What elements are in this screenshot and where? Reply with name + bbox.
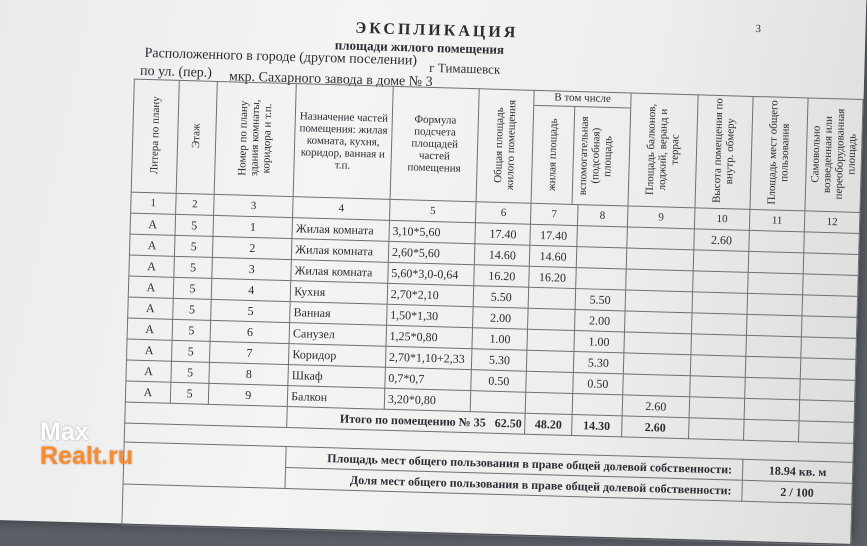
document-subtitle: площади жилого помещения (334, 37, 505, 57)
cell-height: 2.60 (694, 229, 750, 252)
totals-aux: 14.30 (571, 414, 622, 436)
header-auxiliary: вспомогательная (подсобная) площадь (577, 116, 615, 196)
col-num: 10 (694, 208, 750, 231)
watermark-part1: Max (40, 418, 89, 446)
totals-balcony: 2.60 (621, 416, 689, 439)
cell-empty (748, 272, 804, 295)
cell-floor: 5 (171, 340, 210, 362)
cell-balcony (623, 374, 691, 397)
explication-table (121, 79, 863, 546)
cell-balcony (626, 248, 694, 271)
cell-name: Балкон (287, 386, 384, 410)
cell-no: 9 (208, 383, 288, 406)
cell-height (691, 313, 747, 336)
cell-balcony (624, 332, 692, 355)
col-num: 5 (389, 199, 476, 222)
table-header-row (131, 79, 863, 212)
cell-floor: 5 (175, 214, 214, 236)
header-self-built: Самовольно возведенная или переоборудованная площадь (809, 108, 859, 200)
cell-formula: 2,70*1,10+2,33 (385, 346, 472, 369)
cell-litera: А (129, 255, 174, 277)
col-num: 9 (627, 206, 695, 229)
cell-name: Ванная (290, 302, 387, 326)
cell-name: Жилая комната (292, 239, 389, 263)
street-label: по ул. (пер.) (139, 63, 213, 81)
cell-empty (802, 295, 858, 318)
cell-formula: 2,60*5,60 (388, 241, 475, 264)
col-num: 8 (577, 205, 628, 227)
cell-height (692, 292, 748, 315)
cell-aux: 2.00 (574, 310, 625, 332)
cell-empty (746, 335, 802, 358)
cell-formula: 5,60*3,0-0,64 (388, 262, 475, 285)
cell-no: 4 (211, 278, 291, 301)
cell-no: 1 (213, 215, 293, 238)
col-num: 3 (214, 194, 294, 217)
cell-living (527, 329, 574, 351)
page-number: 3 (755, 22, 762, 36)
cell-formula: 1,50*1,30 (386, 304, 473, 327)
cell-height (693, 271, 749, 294)
cell-floor: 5 (174, 235, 213, 257)
col-num: 7 (531, 203, 578, 225)
cell-balcony (625, 290, 693, 313)
cell-aux (577, 226, 628, 248)
cell-total (471, 391, 527, 414)
cell-empty (800, 379, 856, 402)
header-common: Площадь мест общего пользования (765, 99, 792, 205)
cell-balcony (626, 269, 694, 292)
common-area-label: Площадь мест общего пользования в праве общей долевой собственности: (286, 447, 743, 481)
cell-litera: А (125, 381, 170, 403)
cell-total: 5.30 (472, 349, 528, 372)
cell-living (528, 287, 575, 309)
cell-floor: 5 (173, 277, 212, 299)
col-num: 11 (749, 209, 805, 232)
cell-height (690, 355, 746, 378)
cell-name: Кухня (290, 281, 387, 305)
cell-empty (801, 316, 857, 339)
cell-empty (748, 251, 804, 274)
cell-living (525, 392, 572, 414)
cell-balcony (623, 353, 691, 376)
common-share-value: 2 / 100 (742, 480, 853, 504)
cell-formula: 2,70*2,10 (387, 283, 474, 306)
col-num: 6 (476, 202, 532, 225)
cell-formula: 3,20*0,80 (384, 388, 471, 411)
cell-empty (749, 230, 805, 253)
location-label: Расположенного в городе (другом поселении) (144, 45, 418, 69)
table-body (125, 213, 859, 422)
cell-height (689, 397, 745, 420)
cell-litera: А (129, 234, 174, 256)
cell-height (691, 334, 747, 357)
document-title: ЭКСПЛИКАЦИЯ (355, 19, 519, 42)
watermark-part2: Realt.ru (40, 442, 134, 470)
col-num: 12 (804, 211, 860, 234)
col-num: 2 (175, 193, 214, 215)
cell-name: Жилая комната (292, 218, 389, 242)
cell-living: 14.60 (530, 245, 577, 267)
cell-living (527, 350, 574, 372)
cell-empty (803, 253, 859, 276)
cell-name: Шкаф (288, 365, 385, 389)
header-formula: Формула подсчета площадей частей помещения (390, 86, 480, 201)
cell-empty (745, 377, 801, 400)
cell-total: 5.50 (473, 286, 529, 309)
cell-no: 7 (210, 341, 290, 364)
cell-formula: 0,7*0,7 (385, 367, 472, 390)
cell-aux: 1.00 (574, 331, 625, 353)
cell-empty (747, 293, 803, 316)
cell-living (526, 371, 573, 393)
header-room-number: Номер по плану здания комнаты, коридора и т.п. (236, 99, 275, 177)
col-num: 1 (131, 192, 176, 214)
cell-aux: 0.50 (572, 373, 623, 395)
cell-living: 17.40 (530, 224, 577, 246)
cell-litera: А (130, 213, 175, 235)
street-value: мкр. Сахарного завода в доме № 3 (228, 69, 433, 90)
cell-empty (801, 337, 857, 360)
cell-total: 17.40 (475, 223, 531, 246)
cell-balcony (624, 311, 692, 334)
cell-aux: 5.50 (575, 289, 626, 311)
header-height: Высота помещения по внутр. обмеру (710, 97, 737, 204)
header-floor: Этаж (190, 123, 204, 149)
cell-floor: 5 (171, 361, 210, 383)
cell-empty (745, 356, 801, 379)
cell-aux (575, 268, 626, 290)
cell-total: 0.50 (471, 370, 527, 393)
cell-balcony (627, 227, 695, 250)
cell-name: Жилая комната (291, 260, 388, 284)
cell-living (528, 308, 575, 330)
cell-no: 2 (213, 236, 293, 259)
cell-name: Коридор (289, 344, 386, 368)
cell-no: 6 (210, 320, 290, 343)
cell-floor: 5 (174, 256, 213, 278)
cell-floor: 5 (170, 382, 209, 404)
cell-litera: А (128, 276, 173, 298)
cell-empty (804, 232, 860, 255)
header-living: жилая площадь (546, 118, 561, 192)
cell-total: 1.00 (472, 328, 528, 351)
header-in-that: В том числе (535, 91, 631, 109)
cell-height (693, 250, 749, 273)
cell-empty (799, 400, 855, 423)
cell-empty (803, 274, 859, 297)
cell-empty (746, 314, 802, 337)
cell-empty (800, 358, 856, 381)
cell-balcony: 2.60 (622, 395, 690, 418)
cell-litera: А (127, 318, 172, 340)
cell-name: Санузел (289, 323, 386, 347)
col-num: 4 (293, 197, 390, 221)
cell-height (690, 376, 746, 399)
totals-living: 48.20 (525, 413, 572, 435)
cell-total: 2.00 (473, 307, 529, 330)
header-purpose: Назначение частей помещения: жилая комната, кухня, коридор, ванная и т.п. (293, 84, 393, 200)
header-total: Общая площадь жилого помещения (492, 99, 519, 190)
cell-floor: 5 (172, 298, 211, 320)
cell-aux: 5.30 (573, 352, 624, 374)
cell-total: 16.20 (474, 265, 530, 288)
cell-formula: 3,10*5,60 (389, 220, 476, 243)
cell-litera: А (128, 297, 173, 319)
watermark-logo (40, 420, 133, 468)
cell-no: 8 (209, 362, 289, 385)
cell-litera: А (126, 339, 171, 361)
cell-living: 16.20 (529, 266, 576, 288)
cell-litera: А (126, 360, 171, 382)
cell-aux (572, 393, 623, 415)
cell-no: 5 (211, 299, 291, 322)
cell-aux (576, 247, 627, 269)
header-balcony: Площадь балконов, лоджий, веранд и террас (643, 102, 682, 195)
location-value: г Тимашевск (429, 59, 501, 77)
common-area-value: 18.94 кв. м (742, 459, 853, 483)
cell-no: 3 (212, 257, 292, 280)
cell-empty (744, 398, 800, 421)
cell-floor: 5 (172, 319, 211, 341)
totals-label-text: Итого по помещению № 35 (339, 411, 486, 430)
totals-total: 62.50 (494, 415, 522, 431)
cell-total: 14.60 (475, 244, 531, 267)
header-litera: Литера по плану (148, 95, 163, 174)
cell-formula: 1,25*0,80 (386, 325, 473, 348)
common-share-label: Доля мест общего пользования в праве общей долевой собственности: (285, 468, 742, 502)
